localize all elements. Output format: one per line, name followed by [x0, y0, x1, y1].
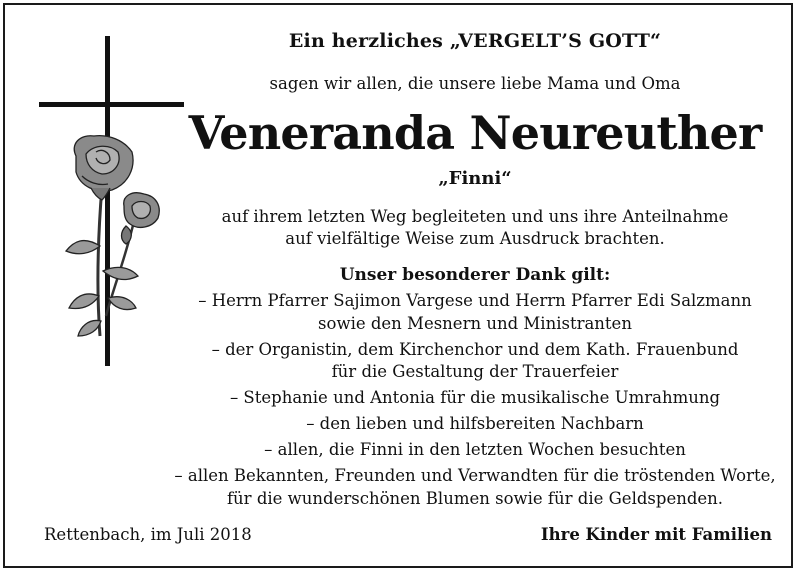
thanks-item-line: – Stephanie und Antonia für die musikalische Umrahmung	[229, 388, 721, 407]
thanks-item-line: – allen Bekannten, Freunden und Verwandten für die tröstenden Worte,	[174, 466, 776, 485]
rose-icon	[66, 136, 159, 336]
thanks-item	[170, 387, 780, 410]
cross-with-roses-illustration	[36, 36, 186, 376]
thanks-item-line: – Herrn Pfarrer Sajimon Vargese und Herrn Pfarrer Edi Salzmann	[198, 291, 752, 310]
message-text	[170, 206, 780, 250]
intro-text: sagen wir allen, die unsere liebe Mama und Oma	[269, 74, 681, 93]
cross-icon	[39, 36, 184, 366]
thanks-title: Unser besonderer Dank gilt:	[339, 265, 611, 285]
deceased-name: Veneranda Neureuther	[188, 106, 762, 160]
thanks-item-line: für die wunderschönen Blumen sowie für die Geldspenden.	[226, 488, 724, 508]
thanks-item-line: für die Gestaltung der Trauerfeier	[331, 362, 619, 381]
thanks-item	[170, 339, 780, 384]
thanks-item	[170, 413, 780, 436]
thanks-item	[170, 439, 780, 462]
thanks-list	[170, 290, 780, 514]
message-line: auf vielfältige Weise zum Ausdruck brachten.	[285, 229, 665, 248]
thanks-item-line: – allen, die Finni in den letzten Wochen besuchten	[264, 440, 686, 459]
place-date: Rettenbach, im Juli 2018	[44, 525, 252, 544]
thanks-item-line: sowie den Mesnern und Ministranten	[318, 313, 632, 333]
thanks-item-line: – den lieben und hilfsbereiten Nachbarn	[306, 414, 644, 433]
thanks-item	[170, 290, 780, 335]
signature: Ihre Kinder mit Familien	[540, 525, 772, 544]
thanks-item	[170, 465, 780, 510]
thanks-item-line: – der Organistin, dem Kirchenchor und dem Kath. Frauenbund	[211, 339, 739, 359]
message-line: auf ihrem letzten Weg begleiteten und uns ihre Anteilnahme	[221, 207, 729, 226]
nickname: „Finni“	[438, 168, 512, 189]
heading: Ein herzliches „VERGELT’S GOTT“	[288, 30, 662, 52]
